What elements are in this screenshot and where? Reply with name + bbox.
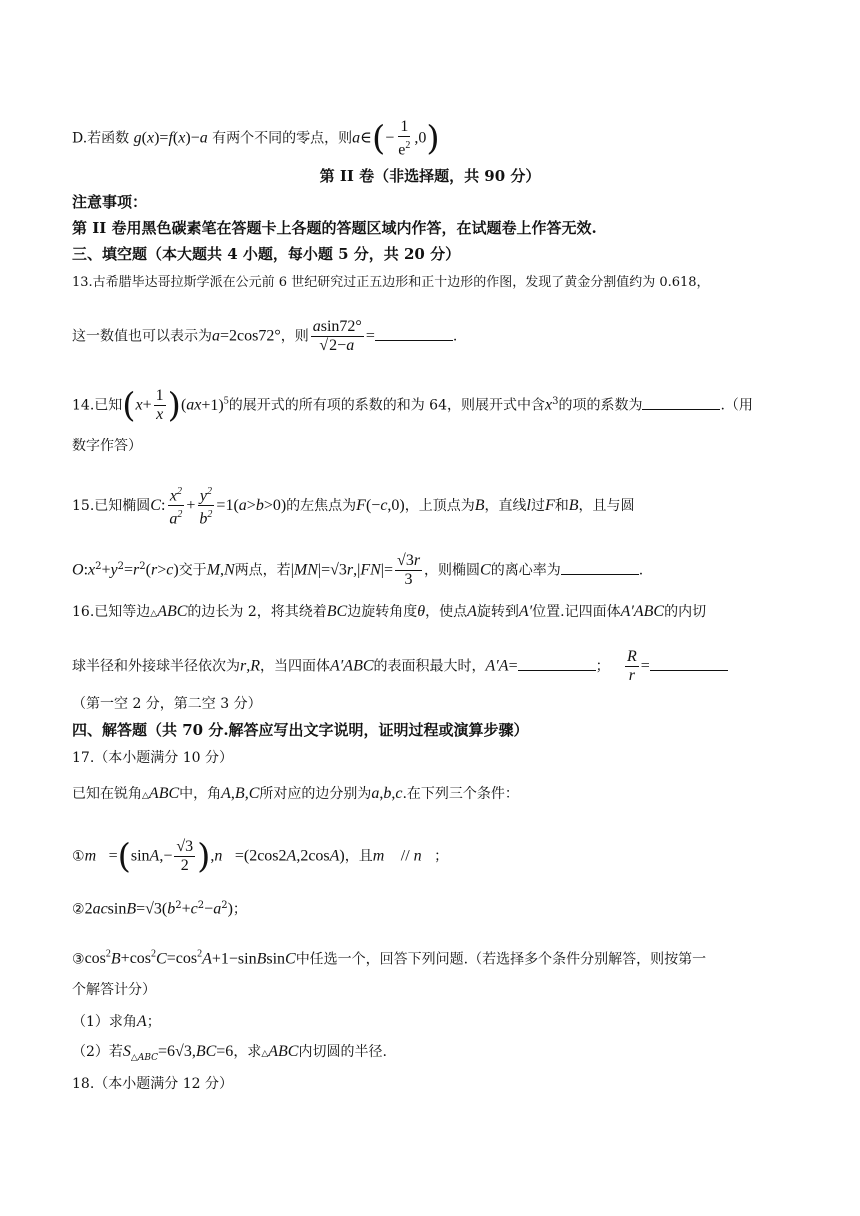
q17-cond3-line2: 个解答计分） [72, 982, 156, 998]
q15-answer-blank[interactable] [561, 560, 639, 575]
q15-line1: 15.已知椭圆C: $\frac{x^2}{a^2}$ + $\frac{y^2}{b^2}$ =1(a>b>0)的左焦点为F(−c,0)，上顶点为B，直线l过F和B，且与圆 [72, 483, 792, 529]
q13-answer-blank[interactable] [375, 326, 453, 341]
q16-line1: 16.已知等边△ABC的边长为 2，将其绕着BC边旋转角度θ，使点A旋转到A′位置.记四面体A′ABC的内切 [72, 603, 707, 620]
q16-line3: （第一空 2 分，第二空 3 分） [72, 696, 262, 712]
q17-intro: 已知在锐角△ABC中，角A,B,C所对应的边分别为a,b,c.在下列三个条件： [72, 785, 519, 802]
q14-line1: 14.已知(x+ $\frac{1}{x}$ )$(ax+1)^5$的展开式的所有项的系数的和为 64，则展开式中含$x^3$的项的系数为 .（用 [72, 385, 753, 426]
section3-title: 三、填空题（本大题共 4 小题，每小题 5 分，共 20 分） [72, 245, 461, 263]
q15-line2: $O:x^2+y^2=r^2(r>c)$交于M,N两点，若|MN|=√3r,|FN|= $\frac{√3r}{3}$ ，则椭圆C的离心率为 . [72, 552, 644, 588]
q14-answer-blank[interactable] [642, 395, 720, 410]
q17-cond2: $②2acsinB=√3(b^2+c^2-a^2)$； [72, 900, 247, 918]
notice-title: 注意事项： [72, 193, 148, 211]
q13-line1: 13.古希腊毕达哥拉斯学派在公元前 6 世纪研究过正五边形和正十边形的作图，发现了黄金分割值约为 0.618， [72, 275, 710, 290]
q16-line2: 球半径和外接球半径依次为r,R，当四面体A′ABC的表面积最大时，A′A= ； $\frac{R}{r}$ = [72, 648, 792, 685]
part2-title: 第 II 卷（非选择题，共 90 分） [319, 167, 541, 185]
q17-header: 17.（本小题满分 10 分） [72, 750, 233, 766]
q18-header: 18.（本小题满分 12 分） [72, 1076, 233, 1092]
q16-answer-blank-2[interactable] [650, 656, 728, 671]
q17-cond1: ①m⃗=(sinA,− $\frac{√3}{2}$ ),n⃗=(2cos2A,2cosA)，且m⃗ // n⃗； [72, 836, 449, 877]
q13-line2: 这一数值也可以表示为a=2cos72°，则 $\frac{asin72^\circ}{√2-a}$ = . [72, 318, 458, 354]
q14-line2: 数字作答） [72, 438, 142, 454]
q16-answer-blank-1[interactable] [518, 656, 596, 671]
notice-text: 第 II 卷用黑色碳素笔在答题卡上各题的答题区域内作答，在试题卷上作答无效. [72, 219, 597, 237]
q17-part2: （2）若$S_{\triangle ABC}=6√3,BC=6$，求△ABC内切圆的半径. [72, 1043, 387, 1063]
q17-cond3: $③\cos^2B+\cos^2C=\cos^2A+1-sinBsinC$中任选一个，回答下列问题.（若选择多个条件分别解答，则按第一 [72, 949, 707, 968]
section4-title: 四、解答题（共 70 分.解答应写出文字说明，证明过程或演算步骤） [72, 721, 529, 739]
q17-part1: （1）求角A； [72, 1013, 161, 1030]
option-d: D.若函数 g(x)=f(x)−a 有两个不同的零点，则a∈(− $\frac{1}{e^2}$ ,0) [72, 118, 440, 159]
